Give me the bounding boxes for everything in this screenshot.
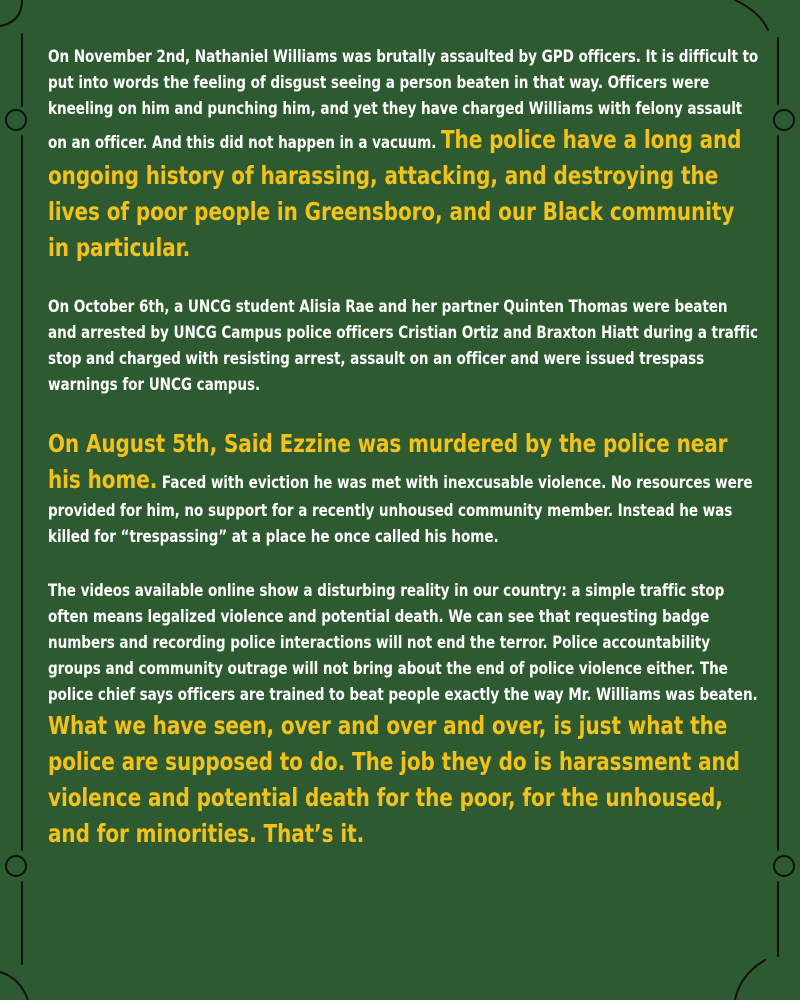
article-body: [48, 44, 760, 852]
paragraph-videos-highlight: What we have seen, over and over and over, is just what the police are supposed to do. The job they do is harassment and violence and potential death for the poor, for the unhoused, and for minorities. That’s it.: [48, 711, 740, 848]
paragraph-williams: [48, 44, 760, 266]
paragraph-uncg: [48, 294, 760, 398]
frame-corner-bottom-left: [0, 972, 28, 1000]
paragraph-williams-highlight: The police have a long and ongoing history of harassing, attacking, and destroying the lives of poor people in Greensboro, and our Black community in particular.: [48, 125, 742, 262]
frame-corner-top-left: [0, 0, 22, 26]
paragraph-ezzine-text: Faced with eviction he was met with inexcusable violence. No resources were provided for him, no support for a recently unhoused community member. Instead he was killed for “trespassing” at a place he once called his home.: [48, 473, 753, 547]
paragraph-uncg-text: On October 6th, a UNCG student Alisia Rae and her partner Quinten Thomas were beaten and arrested by UNCG Campus police officers Cristian Ortiz and Braxton Hiatt during a traffic stop and charged with resisting arrest, assault on an officer and were issued trespass warnings for UNCG campus.: [48, 297, 758, 395]
paragraph-videos-text: The videos available online show a disturbing reality in our country: a simple traffic stop often means legalized violence and potential death. We can see that requesting badge numbers and recording police interactions will not end the terror. Police accountability groups and community outrage will not bring about the end of police violence either. The police chief says officers are trained to beat people exactly the way Mr. Williams was beaten.: [48, 581, 758, 705]
frame-left-ring-bottom: [6, 856, 26, 876]
paragraph-williams-text: On November 2nd, Nathaniel Williams was brutally assaulted by GPD officers. It is difficult to put into words the feeling of disgust seeing a person beaten in that way. Officers were kneeling on him and punching him, and yet they have charged Williams with felony assault on an officer. And this did not happen in a vacuum.: [48, 47, 759, 153]
paragraph-ezzine-highlight: On August 5th, Said Ezzine was murdered by the police near his home.: [48, 429, 728, 494]
frame-corner-bottom-right: [735, 960, 765, 1000]
paragraph-ezzine: [48, 426, 760, 550]
paragraph-videos: [48, 578, 760, 852]
frame-right-ring-bottom: [774, 856, 794, 876]
frame-right-ring-top: [774, 110, 794, 130]
frame-left-ring-top: [6, 110, 26, 130]
frame-corner-top-right: [735, 0, 768, 30]
